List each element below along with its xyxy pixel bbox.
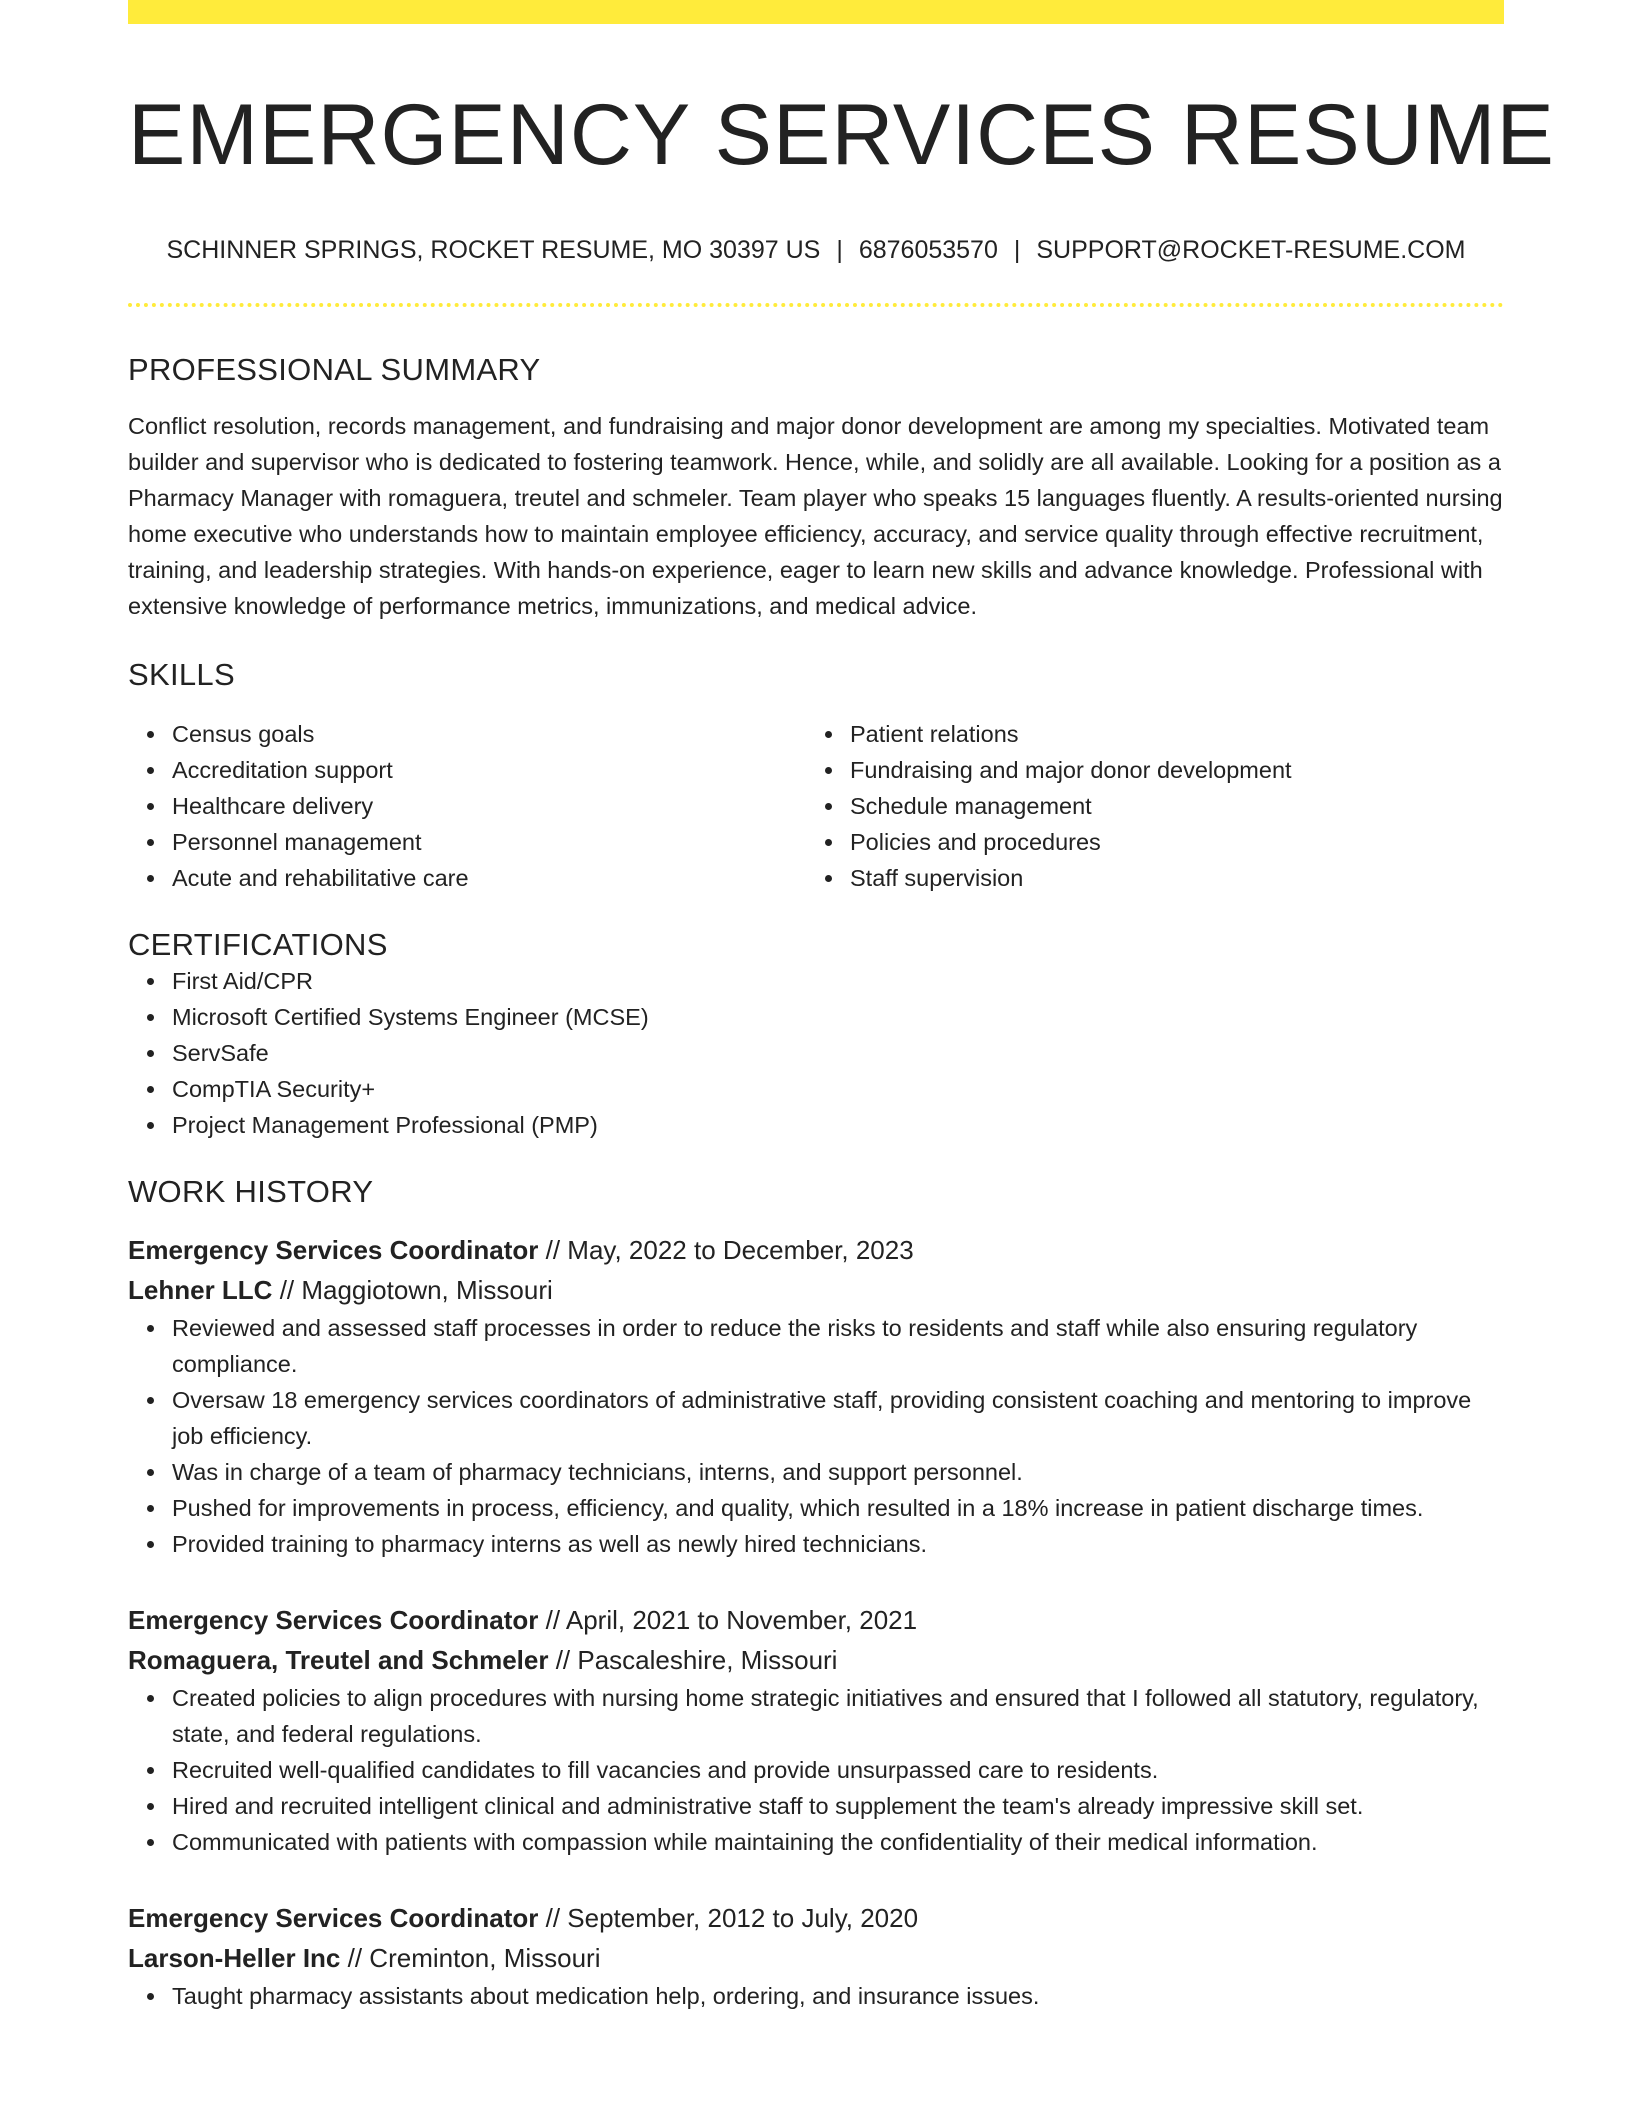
job-duty: Hired and recruited intelligent clinical and administrative staff to supplement the team's already impressive skill set. [172,1788,1504,1824]
job-duty: Was in charge of a team of pharmacy technicians, interns, and support personnel. [172,1454,1504,1490]
job-location: // Creminton, Missouri [347,1942,601,1973]
certifications-heading: CERTIFICATIONS [128,926,388,962]
skill-item: Fundraising and major donor development [850,752,1484,788]
job-company: Lehner LLC [128,1274,273,1305]
resume-page [128,0,1555,2014]
job-duty: Pushed for improvements in process, efficiency, and quality, which resulted in a 18% increase in patient discharge times. [172,1490,1504,1526]
contact-separator: | [1013,236,1021,265]
skills-right-column [806,716,1484,896]
certification-item: Microsoft Certified Systems Engineer (MCSE) [172,999,1504,1035]
job-company-line [128,1640,1504,1680]
job-company: Romaguera, Treutel and Schmeler [128,1644,549,1675]
skills-left-column [128,716,806,896]
job-duties-list [128,1680,1504,1860]
top-accent-bar [128,0,1504,24]
job-location: // Pascaleshire, Missouri [555,1644,838,1675]
skill-item: Acute and rehabilitative care [172,860,806,896]
job-duties-list [128,1978,1504,2014]
job-dates: // September, 2012 to July, 2020 [545,1902,919,1933]
contact-separator: | [836,236,843,265]
contact-line [128,235,1504,265]
skill-item: Patient relations [850,716,1484,752]
job-company: Larson-Heller Inc [128,1942,341,1973]
job-role-line [128,1230,1504,1270]
certification-item: ServSafe [172,1035,1504,1071]
job-role-line [128,1600,1504,1640]
dotted-divider [128,303,1504,307]
certification-item: Project Management Professional (PMP) [172,1107,1504,1143]
job-role: Emergency Services Coordinator [128,1234,539,1265]
contact-address: SCHINNER SPRINGS, ROCKET RESUME, MO 30397 US [166,236,821,265]
resume-title: EMERGENCY SERVICES RESUME [128,87,1555,183]
skill-item: Schedule management [850,788,1484,824]
job-duty: Taught pharmacy assistants about medication help, ordering, and insurance issues. [172,1978,1504,2014]
contact-email: SUPPORT@ROCKET-RESUME.COM [1036,236,1466,265]
skill-item: Policies and procedures [850,824,1484,860]
certifications-list [128,963,1504,1143]
job-duty: Oversaw 18 emergency services coordinators of administrative staff, providing consistent coaching and mentoring to improve job efficiency. [172,1382,1504,1454]
job-dates: // May, 2022 to December, 2023 [545,1234,914,1265]
job-role: Emergency Services Coordinator [128,1902,539,1933]
summary-heading: PROFESSIONAL SUMMARY [128,352,541,388]
job-duty: Provided training to pharmacy interns as well as newly hired technicians. [172,1526,1504,1562]
skill-item: Accreditation support [172,752,806,788]
job-duty: Created policies to align procedures with nursing home strategic initiatives and ensured that I followed all statutory, regulatory, state, and federal regulations. [172,1680,1504,1752]
job-role-line [128,1898,1504,1938]
certification-item: First Aid/CPR [172,963,1504,999]
skills-grid [128,716,1504,896]
job-dates: // April, 2021 to November, 2021 [545,1604,918,1635]
job-duty: Recruited well-qualified candidates to fill vacancies and provide unsurpassed care to residents. [172,1752,1504,1788]
skill-item: Healthcare delivery [172,788,806,824]
job-entry [128,1898,1504,2014]
certification-item: CompTIA Security+ [172,1071,1504,1107]
skills-heading: SKILLS [128,657,235,693]
job-duty: Communicated with patients with compassion while maintaining the confidentiality of their medical information. [172,1824,1504,1860]
skill-item: Staff supervision [850,860,1484,896]
contact-phone: 6876053570 [858,236,998,265]
job-company-line [128,1938,1504,1978]
skill-item: Personnel management [172,824,806,860]
job-location: // Maggiotown, Missouri [279,1274,553,1305]
job-role: Emergency Services Coordinator [128,1604,539,1635]
summary-text: Conflict resolution, records management, and fundraising and major donor development are among my specialties. Motivated team builder and supervisor who is dedicated to fostering teamwork. Hence, while, and solidly are all available. Looking for a position as a Pharmacy Manager with romaguera, treutel and schmeler. Team player who speaks 15 languages fluently. A results-oriented nursing home executive who understands how to maintain employee efficiency, accuracy, and service quality through effective recruitment, training, and leadership strategies. With hands-on experience, eager to learn new skills and advance knowledge. Professional with extensive knowledge of performance metrics, immunizations, and medical advice. [128,413,1503,620]
job-company-line [128,1270,1504,1310]
job-entry [128,1600,1504,1860]
job-entry [128,1230,1504,1562]
skill-item: Census goals [172,716,806,752]
work-history-heading: WORK HISTORY [128,1173,374,1209]
job-duties-list [128,1310,1504,1562]
job-duty: Reviewed and assessed staff processes in order to reduce the risks to residents and staff while also ensuring regulatory compliance. [172,1310,1504,1382]
